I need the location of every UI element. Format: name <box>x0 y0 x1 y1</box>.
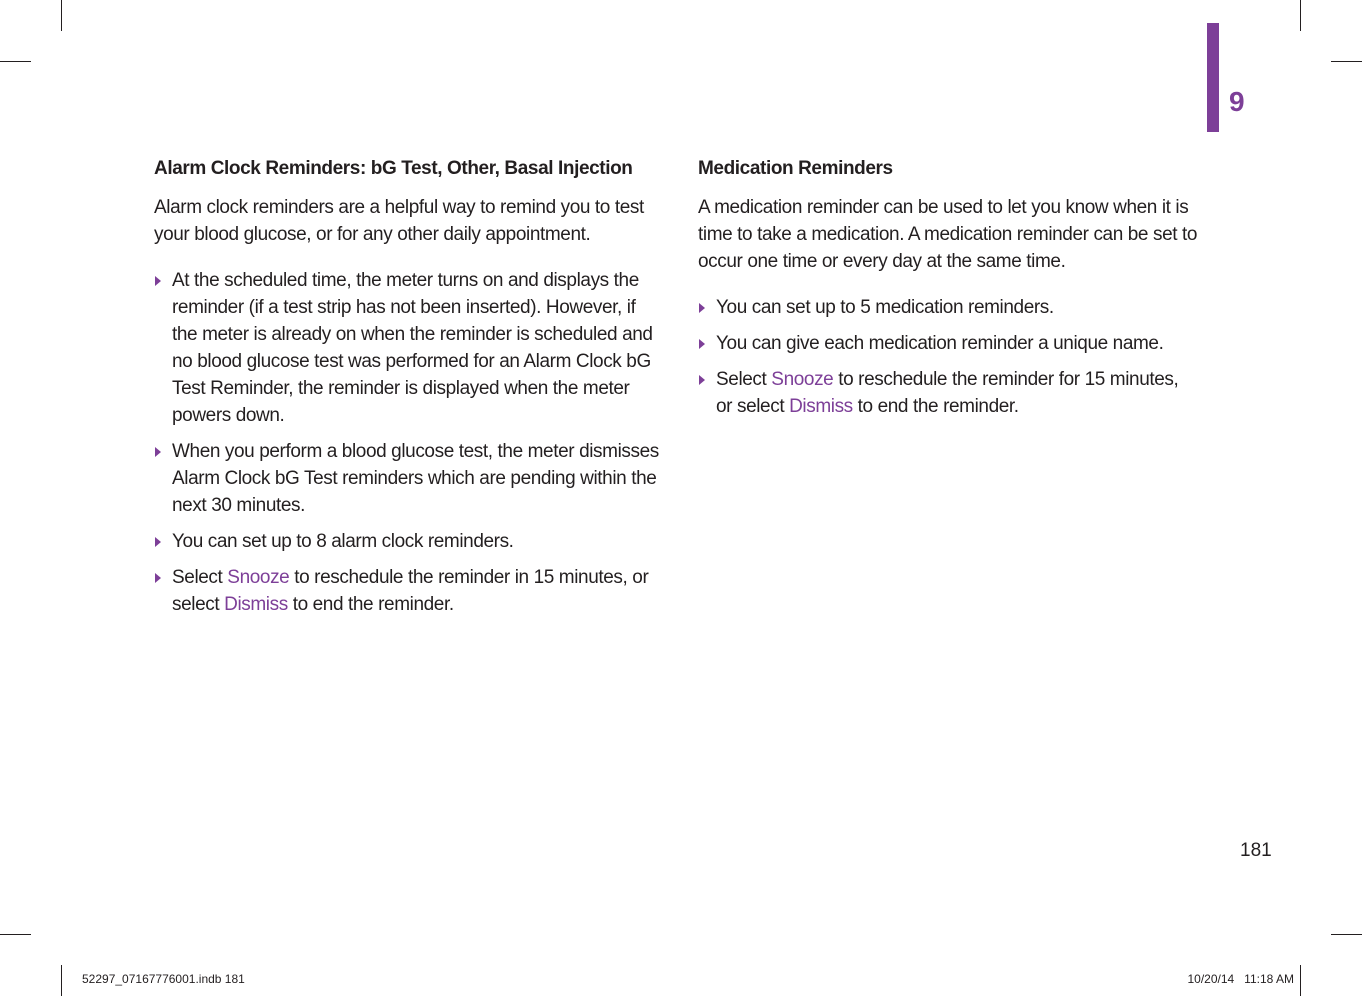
select-text-end: to end the reminder. <box>287 594 454 615</box>
bullet-arrow-icon <box>155 573 161 583</box>
snooze-term: Snooze <box>771 369 834 390</box>
list-item <box>154 564 659 618</box>
bullet-arrow-icon <box>155 276 161 286</box>
chapter-tab-bar <box>1207 23 1219 132</box>
crop-mark-top-right <box>1300 0 1301 31</box>
list-item <box>698 294 1198 321</box>
page-number: 181 <box>1240 840 1272 861</box>
bullet-arrow-icon <box>699 303 705 313</box>
select-text-middle: to reschedule the reminder in 15 minutes, or select <box>172 567 649 615</box>
crop-mark-left-top <box>0 61 31 62</box>
select-text-start: Select <box>172 567 228 588</box>
list-item <box>154 267 659 429</box>
dismiss-term: Dismiss <box>789 396 853 417</box>
list-item <box>698 330 1198 357</box>
list-item-text: When you perform a blood glucose test, the meter dismisses Alarm Clock bG Test reminders which are pending within the next 30 minutes. <box>172 441 659 516</box>
medication-intro: A medication reminder can be used to let you know when it is time to take a medication. A medication reminder can be set to occur one time or every day at the same time. <box>698 197 1198 272</box>
bullet-arrow-icon <box>699 375 705 385</box>
select-text-start: Select <box>716 369 772 390</box>
medication-bullet-list <box>698 294 1198 420</box>
select-text-middle: to reschedule the reminder for 15 minutes, or select <box>716 369 1179 417</box>
list-item-text: You can set up to 8 alarm clock reminders. <box>172 531 514 552</box>
medication-section <box>698 155 1198 429</box>
slug-timestamp: 10/20/14 11:18 AM <box>1187 972 1294 986</box>
crop-mark-right-bottom <box>1331 934 1362 935</box>
dismiss-term: Dismiss <box>224 594 288 615</box>
crop-mark-bottom-right <box>1300 965 1301 996</box>
snooze-term: Snooze <box>227 567 290 588</box>
select-text-end: to end the reminder. <box>852 396 1019 417</box>
list-item <box>154 528 659 555</box>
slug-file-info: 52297_07167776001.indb 181 <box>82 972 245 986</box>
crop-mark-left-bottom <box>0 934 31 935</box>
alarm-clock-section <box>154 155 659 627</box>
alarm-clock-intro: Alarm clock reminders are a helpful way to remind you to test your blood glucose, or for any other daily appointment. <box>154 197 644 245</box>
alarm-clock-heading: Alarm Clock Reminders: bG Test, Other, Basal Injection <box>154 158 633 179</box>
list-item <box>698 366 1198 420</box>
crop-mark-bottom-left <box>61 965 62 996</box>
list-item-text: At the scheduled time, the meter turns on and displays the reminder (if a test strip has not been inserted). However, if the meter is already on when the reminder is scheduled and no blood glucose test was performed for an Alarm Clock bG Test Reminder, the reminder is displayed when the meter powers down. <box>172 270 653 426</box>
alarm-clock-bullet-list <box>154 267 659 618</box>
crop-mark-right-top <box>1331 61 1362 62</box>
list-item-text: You can give each medication reminder a unique name. <box>716 333 1164 354</box>
crop-mark-top-left <box>61 0 62 31</box>
list-item <box>154 438 659 519</box>
bullet-arrow-icon <box>155 447 161 457</box>
chapter-number: 9 <box>1229 86 1245 117</box>
medication-heading: Medication Reminders <box>698 158 893 179</box>
bullet-arrow-icon <box>155 537 161 547</box>
list-item-text: You can set up to 5 medication reminders. <box>716 297 1054 318</box>
bullet-arrow-icon <box>699 339 705 349</box>
